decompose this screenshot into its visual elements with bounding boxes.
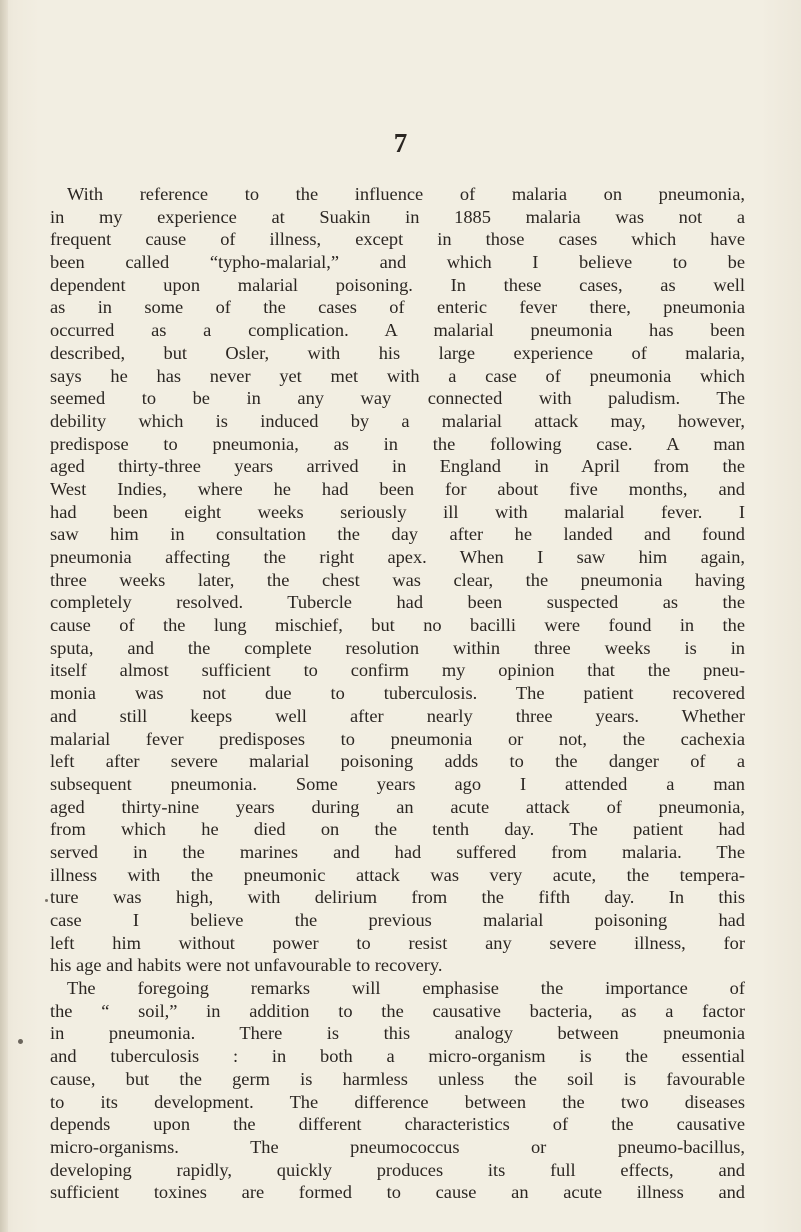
text-line: in pneumonia. There is this analogy between pneumonia [50,1023,745,1044]
text-line: illness with the pneumonic attack was very acute, the tempera- [50,864,745,885]
text-line: sputa, and the complete resolution within three weeks is in [50,637,745,658]
page-binding-edge [0,0,8,1232]
stray-ink-mark [45,899,48,902]
text-line: malarial fever predisposes to pneumonia or not, the cachexia [50,728,745,749]
text-line: saw him in consultation the day after he landed and found [50,524,745,545]
text-line: predispose to pneumonia, as in the following case. A man [50,433,745,454]
text-line: the “ soil,” in addition to the causative bacteria, as a factor [50,1000,745,1021]
text-line: to its development. The difference between the two diseases [50,1091,745,1112]
text-line: sufficient toxines are formed to cause an acute illness and [50,1182,745,1203]
text-line: in my experience at Suakin in 1885 malaria was not a [50,206,745,227]
text-line: subsequent pneumonia. Some years ago I attended a man [50,773,745,794]
text-line: as in some of the cases of enteric fever there, pneumonia [50,297,745,318]
text-line: left him without power to resist any severe illness, for [50,932,745,953]
text-line: itself almost sufficient to confirm my opinion that the pneu- [50,660,745,681]
text-line: West Indies, where he had been for about five months, and [50,478,745,499]
text-line: aged thirty-three years arrived in England in April from the [50,456,745,477]
text-line: cause, but the germ is harmless unless the soil is favourable [50,1068,745,1089]
text-line: occurred as a complication. A malarial pneumonia has been [50,320,745,341]
text-line: his age and habits were not unfavourable to recovery. [50,955,443,976]
text-line: had been eight weeks seriously ill with malarial fever. I [50,501,745,522]
text-line: served in the marines and had suffered from malaria. The [50,841,745,862]
text-line: cause of the lung mischief, but no bacilli were found in the [50,615,745,636]
text-line: depends upon the different characteristics of the causative [50,1114,745,1135]
margin-dot-mark [18,1039,23,1044]
text-line: three weeks later, the chest was clear, the pneumonia having [50,569,745,590]
text-line: debility which is induced by a malarial attack may, however, [50,410,745,431]
text-line: The foregoing remarks will emphasise the importance of [67,978,745,999]
text-line: described, but Osler, with his large experience of malaria, [50,342,745,363]
text-line: and still keeps well after nearly three years. Whether [50,705,745,726]
text-line: been called “typho-malarial,” and which I believe to be [50,252,745,273]
text-line: case I believe the previous malarial poisoning had [50,910,745,930]
text-line: seemed to be in any way connected with paludism. The [50,388,745,409]
text-line: says he has never yet met with a case of pneumonia which [50,365,745,386]
text-line: and tuberculosis : in both a micro-organism is the essential [50,1046,745,1067]
text-line: developing rapidly, quickly produces its full effects, and [50,1159,745,1180]
text-line: from which he died on the tenth day. The patient had [50,819,745,840]
text-line: aged thirty-nine years during an acute attack of pneumonia, [50,796,745,817]
text-line: monia was not due to tuberculosis. The patient recovered [50,683,745,704]
body-text [50,183,745,1204]
text-line: ture was high, with delirium from the fifth day. In this [50,887,745,908]
text-line: dependent upon malarial poisoning. In these cases, as well [50,274,745,295]
text-line: pneumonia affecting the right apex. When I saw him again, [50,547,745,567]
text-line: frequent cause of illness, except in those cases which have [50,229,745,250]
text-line: completely resolved. Tubercle had been suspected as the [50,592,745,613]
text-line: left after severe malarial poisoning adds to the danger of a [50,751,745,772]
page-number: 7 [393,128,408,158]
text-line: With reference to the influence of malaria on pneumonia, [67,184,745,204]
text-line: micro-organisms. The pneumococcus or pneumo-bacillus, [50,1136,745,1157]
